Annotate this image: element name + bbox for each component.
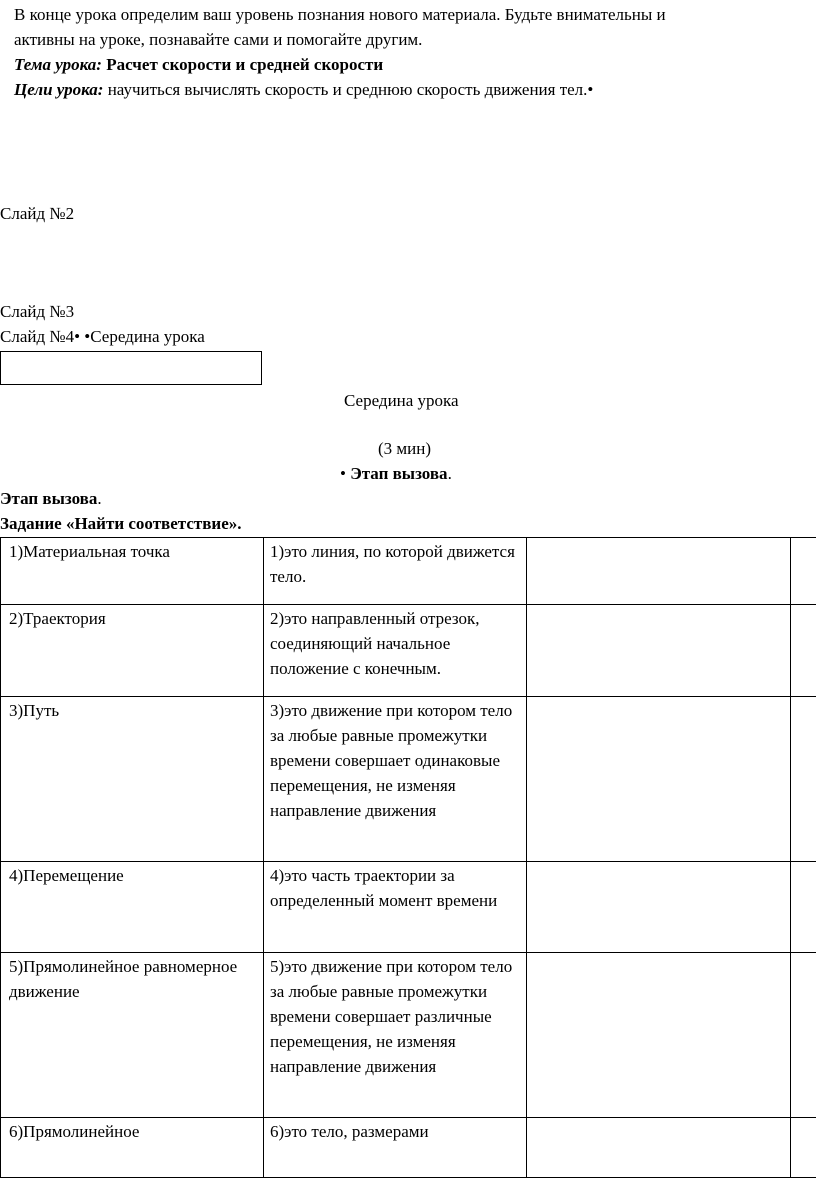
definition-cell: 2)это направленный отрезок, соединяющий начальное положение с конечным. <box>264 605 527 697</box>
task-title-text: Задание «Найти соответствие». <box>0 514 242 533</box>
table-row <box>1 1118 816 1178</box>
table-row <box>1 862 816 953</box>
slide-4-label <box>0 324 205 349</box>
bullet-icon: • <box>587 80 593 99</box>
slide-3-label: Слайд №3 <box>0 299 74 324</box>
answer-cell <box>527 1118 791 1178</box>
term-cell: 6)Прямолинейное <box>1 1118 264 1178</box>
table-row <box>1 538 816 605</box>
middle-of-lesson: Середина урока <box>344 388 459 413</box>
term-cell: 3)Путь <box>1 697 264 862</box>
intro-line-1: В конце урока определим ваш уровень познания нового материала. Будьте внимательны и <box>14 2 666 27</box>
stage-title <box>0 486 102 511</box>
definition-cell: 5)это движение при котором тело за любые равные промежутки времени совершает различные перемещения, не изменяя направление движения <box>264 953 527 1118</box>
extra-cell <box>791 953 816 1118</box>
slide-2-label: Слайд №2 <box>0 201 74 226</box>
term-cell: 5)Прямолинейное равномерное движение <box>1 953 264 1118</box>
goals-value: научиться вычислять скорость и среднюю скорость движения тел. <box>103 80 587 99</box>
table-row <box>1 697 816 862</box>
topic-label: Тема урока: <box>14 55 102 74</box>
definition-cell: 4)это часть траектории за определенный момент времени <box>264 862 527 953</box>
bullet-icon: • <box>74 327 80 346</box>
term-cell: 4)Перемещение <box>1 862 264 953</box>
task-title <box>0 511 242 536</box>
lesson-topic <box>14 52 383 77</box>
table-row <box>1 953 816 1118</box>
extra-cell <box>791 605 816 697</box>
stage-heading-centered <box>340 461 452 486</box>
answer-cell <box>527 953 791 1118</box>
term-cell: 1)Материальная точка <box>1 538 264 605</box>
intro-line-2: активны на уроке, познавайте сами и помогайте другим. <box>14 27 422 52</box>
definition-cell: 3)это движение при котором тело за любые равные промежутки времени совершает одинаковые перемещения, не изменяя направление движения <box>264 697 527 862</box>
bullet-icon: • <box>84 327 90 346</box>
bullet-icon: • <box>340 464 346 483</box>
extra-cell <box>791 1118 816 1178</box>
slide-4-prefix: Слайд №4 <box>0 327 74 346</box>
definition-cell: 1)это линия, по которой движется тело. <box>264 538 527 605</box>
matching-table <box>0 537 816 1178</box>
table-row <box>1 605 816 697</box>
extra-cell <box>791 862 816 953</box>
stage-dot: . <box>448 464 452 483</box>
extra-cell <box>791 697 816 862</box>
lesson-goals <box>14 77 593 102</box>
slide-4-suffix: Середина урока <box>90 327 205 346</box>
empty-frame <box>0 351 262 385</box>
answer-cell <box>527 538 791 605</box>
stage-duration: (3 мин) <box>378 436 431 461</box>
stage-name-centered: Этап вызова <box>350 464 447 483</box>
topic-value: Расчет скорости и средней скорости <box>102 55 383 74</box>
term-cell: 2)Траектория <box>1 605 264 697</box>
answer-cell <box>527 862 791 953</box>
extra-cell <box>791 538 816 605</box>
answer-cell <box>527 605 791 697</box>
definition-cell: 6)это тело, размерами <box>264 1118 527 1178</box>
answer-cell <box>527 697 791 862</box>
stage-title-dot: . <box>97 489 101 508</box>
goals-label: Цели урока: <box>14 80 103 99</box>
stage-title-text: Этап вызова <box>0 489 97 508</box>
